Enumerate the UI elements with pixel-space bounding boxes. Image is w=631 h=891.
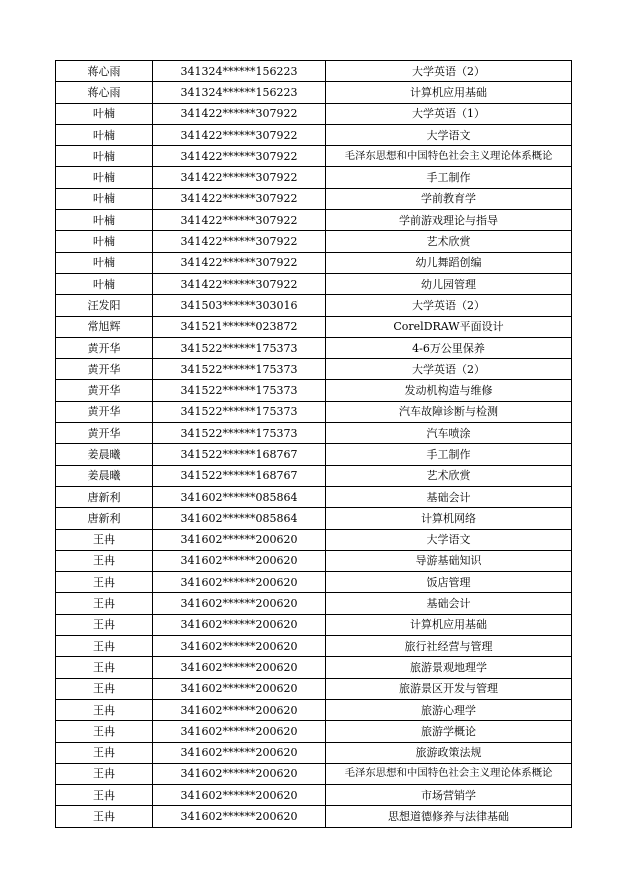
table-row xyxy=(56,188,572,209)
id-number-cell: 341522******175373 xyxy=(153,401,326,422)
course-name-cell: 旅游政策法规 xyxy=(326,742,572,763)
table-row xyxy=(56,508,572,529)
course-name-cell: 大学英语（1） xyxy=(326,103,572,124)
table-row xyxy=(56,401,572,422)
table-row xyxy=(56,167,572,188)
course-name-cell: 4-6万公里保养 xyxy=(326,337,572,358)
table-row xyxy=(56,678,572,699)
student-name-cell: 王冉 xyxy=(56,529,153,550)
course-name-cell: 手工制作 xyxy=(326,167,572,188)
course-name-cell: 旅游学概论 xyxy=(326,721,572,742)
id-number-cell: 341522******168767 xyxy=(153,444,326,465)
course-name-cell: 旅游景观地理学 xyxy=(326,657,572,678)
id-number-cell: 341422******307922 xyxy=(153,167,326,188)
course-name-cell: CorelDRAW平面设计 xyxy=(326,316,572,337)
student-name-cell: 王冉 xyxy=(56,636,153,657)
student-name-cell: 叶楠 xyxy=(56,210,153,231)
student-name-cell: 蒋心雨 xyxy=(56,82,153,103)
student-name-cell: 叶楠 xyxy=(56,188,153,209)
table-row xyxy=(56,316,572,337)
student-name-cell: 黄开华 xyxy=(56,423,153,444)
table-row xyxy=(56,486,572,507)
table-row xyxy=(56,210,572,231)
table-row xyxy=(56,295,572,316)
id-number-cell: 341602******200620 xyxy=(153,699,326,720)
table-row xyxy=(56,636,572,657)
student-name-cell: 王冉 xyxy=(56,785,153,806)
id-number-cell: 341422******307922 xyxy=(153,124,326,145)
id-number-cell: 341522******168767 xyxy=(153,465,326,486)
course-name-cell: 艺术欣赏 xyxy=(326,231,572,252)
table-row xyxy=(56,273,572,294)
id-number-cell: 341422******307922 xyxy=(153,146,326,167)
table-row xyxy=(56,465,572,486)
table-row xyxy=(56,380,572,401)
table-row xyxy=(56,763,572,784)
course-name-cell: 发动机构造与维修 xyxy=(326,380,572,401)
course-name-cell: 旅行社经营与管理 xyxy=(326,636,572,657)
student-name-cell: 叶楠 xyxy=(56,273,153,294)
table-row xyxy=(56,614,572,635)
course-name-cell: 计算机应用基础 xyxy=(326,82,572,103)
student-name-cell: 叶楠 xyxy=(56,167,153,188)
id-number-cell: 341602******200620 xyxy=(153,614,326,635)
id-number-cell: 341602******200620 xyxy=(153,550,326,571)
student-name-cell: 王冉 xyxy=(56,657,153,678)
student-name-cell: 叶楠 xyxy=(56,146,153,167)
student-name-cell: 王冉 xyxy=(56,742,153,763)
table-row xyxy=(56,423,572,444)
course-name-cell: 大学英语（2） xyxy=(326,359,572,380)
id-number-cell: 341522******175373 xyxy=(153,337,326,358)
course-name-cell: 计算机网络 xyxy=(326,508,572,529)
course-name-cell: 大学语文 xyxy=(326,124,572,145)
course-name-cell: 思想道德修养与法律基础 xyxy=(326,806,572,827)
course-name-cell: 市场营销学 xyxy=(326,785,572,806)
id-number-cell: 341602******200620 xyxy=(153,529,326,550)
table-row xyxy=(56,699,572,720)
id-number-cell: 341422******307922 xyxy=(153,188,326,209)
student-name-cell: 唐新利 xyxy=(56,508,153,529)
table-row xyxy=(56,529,572,550)
course-name-cell: 毛泽东思想和中国特色社会主义理论体系概论 xyxy=(326,763,572,784)
student-name-cell: 王冉 xyxy=(56,721,153,742)
course-name-cell: 基础会计 xyxy=(326,593,572,614)
records-table xyxy=(55,60,572,828)
table-row xyxy=(56,61,572,82)
course-name-cell: 旅游景区开发与管理 xyxy=(326,678,572,699)
course-name-cell: 饭店管理 xyxy=(326,572,572,593)
course-name-cell: 旅游心理学 xyxy=(326,699,572,720)
table-row xyxy=(56,572,572,593)
student-name-cell: 常旭辉 xyxy=(56,316,153,337)
course-name-cell: 手工制作 xyxy=(326,444,572,465)
course-name-cell: 汽车故障诊断与检测 xyxy=(326,401,572,422)
student-name-cell: 黄开华 xyxy=(56,401,153,422)
course-name-cell: 大学英语（2） xyxy=(326,295,572,316)
id-number-cell: 341422******307922 xyxy=(153,252,326,273)
id-number-cell: 341503******303016 xyxy=(153,295,326,316)
student-name-cell: 唐新利 xyxy=(56,486,153,507)
id-number-cell: 341602******200620 xyxy=(153,806,326,827)
student-name-cell: 姜晨曦 xyxy=(56,465,153,486)
id-number-cell: 341602******200620 xyxy=(153,636,326,657)
student-name-cell: 王冉 xyxy=(56,678,153,699)
id-number-cell: 341522******175373 xyxy=(153,380,326,401)
course-name-cell: 毛泽东思想和中国特色社会主义理论体系概论 xyxy=(326,146,572,167)
student-name-cell: 叶楠 xyxy=(56,231,153,252)
id-number-cell: 341602******200620 xyxy=(153,572,326,593)
id-number-cell: 341602******200620 xyxy=(153,742,326,763)
id-number-cell: 341602******200620 xyxy=(153,593,326,614)
id-number-cell: 341324******156223 xyxy=(153,61,326,82)
student-name-cell: 王冉 xyxy=(56,572,153,593)
table-row xyxy=(56,721,572,742)
id-number-cell: 341422******307922 xyxy=(153,103,326,124)
table-row xyxy=(56,146,572,167)
student-name-cell: 叶楠 xyxy=(56,124,153,145)
id-number-cell: 341324******156223 xyxy=(153,82,326,103)
table-row xyxy=(56,742,572,763)
course-name-cell: 幼儿园管理 xyxy=(326,273,572,294)
student-name-cell: 王冉 xyxy=(56,550,153,571)
id-number-cell: 341602******200620 xyxy=(153,657,326,678)
table-row xyxy=(56,657,572,678)
table-row xyxy=(56,231,572,252)
course-name-cell: 大学英语（2） xyxy=(326,61,572,82)
course-name-cell: 幼儿舞蹈创编 xyxy=(326,252,572,273)
student-name-cell: 汪发阳 xyxy=(56,295,153,316)
student-name-cell: 黄开华 xyxy=(56,359,153,380)
student-name-cell: 王冉 xyxy=(56,614,153,635)
course-name-cell: 基础会计 xyxy=(326,486,572,507)
table-row xyxy=(56,103,572,124)
course-name-cell: 艺术欣赏 xyxy=(326,465,572,486)
id-number-cell: 341422******307922 xyxy=(153,273,326,294)
id-number-cell: 341602******085864 xyxy=(153,486,326,507)
course-name-cell: 学前教育学 xyxy=(326,188,572,209)
id-number-cell: 341602******200620 xyxy=(153,678,326,699)
id-number-cell: 341602******085864 xyxy=(153,508,326,529)
course-name-cell: 计算机应用基础 xyxy=(326,614,572,635)
student-name-cell: 蒋心雨 xyxy=(56,61,153,82)
student-name-cell: 王冉 xyxy=(56,806,153,827)
table-row xyxy=(56,593,572,614)
student-name-cell: 叶楠 xyxy=(56,252,153,273)
id-number-cell: 341521******023872 xyxy=(153,316,326,337)
id-number-cell: 341422******307922 xyxy=(153,231,326,252)
table-row xyxy=(56,337,572,358)
course-name-cell: 导游基础知识 xyxy=(326,550,572,571)
id-number-cell: 341602******200620 xyxy=(153,785,326,806)
table-row xyxy=(56,444,572,465)
table-row xyxy=(56,785,572,806)
table-row xyxy=(56,124,572,145)
course-name-cell: 学前游戏理论与指导 xyxy=(326,210,572,231)
student-name-cell: 王冉 xyxy=(56,593,153,614)
table-row xyxy=(56,359,572,380)
records-table-body xyxy=(56,61,572,828)
course-name-cell: 汽车喷涂 xyxy=(326,423,572,444)
student-name-cell: 王冉 xyxy=(56,763,153,784)
table-row xyxy=(56,806,572,827)
course-name-cell: 大学语文 xyxy=(326,529,572,550)
id-number-cell: 341602******200620 xyxy=(153,721,326,742)
student-name-cell: 叶楠 xyxy=(56,103,153,124)
id-number-cell: 341602******200620 xyxy=(153,763,326,784)
student-name-cell: 王冉 xyxy=(56,699,153,720)
student-name-cell: 黄开华 xyxy=(56,380,153,401)
id-number-cell: 341522******175373 xyxy=(153,359,326,380)
table-row xyxy=(56,252,572,273)
student-name-cell: 姜晨曦 xyxy=(56,444,153,465)
id-number-cell: 341422******307922 xyxy=(153,210,326,231)
id-number-cell: 341522******175373 xyxy=(153,423,326,444)
table-row xyxy=(56,82,572,103)
table-row xyxy=(56,550,572,571)
student-name-cell: 黄开华 xyxy=(56,337,153,358)
